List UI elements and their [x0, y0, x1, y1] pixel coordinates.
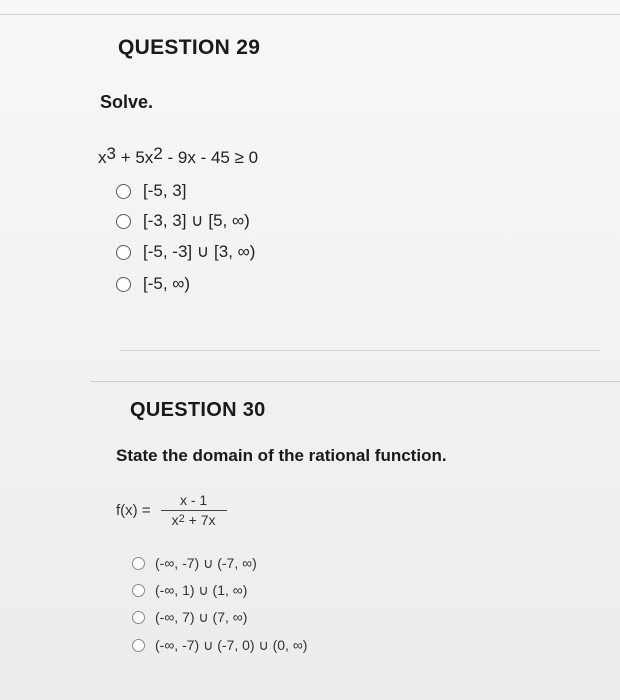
denominator-rest: + 7x: [184, 512, 216, 528]
option-label: [-5, ∞): [143, 274, 191, 293]
radio-button[interactable]: [132, 611, 145, 624]
inequality-expression: [98, 144, 259, 168]
top-divider: [0, 14, 620, 15]
function-lhs: f(x) =: [116, 501, 151, 519]
radio-button[interactable]: [132, 639, 145, 652]
radio-button[interactable]: [132, 557, 145, 570]
q29-option-3[interactable]: [116, 242, 255, 262]
q29-option-4[interactable]: [116, 274, 190, 294]
option-label: (-∞, -7) ∪ (-7, 0) ∪ (0, ∞): [155, 637, 308, 653]
option-label: [-3, 3] ∪ [5, ∞): [143, 211, 250, 230]
option-label: (-∞, -7) ∪ (-7, ∞): [155, 555, 257, 571]
option-label: (-∞, 1) ∪ (1, ∞): [155, 582, 248, 598]
q30-option-2[interactable]: [132, 582, 247, 599]
q30-option-1[interactable]: [132, 555, 257, 572]
question-divider-b: [90, 381, 620, 382]
radio-button[interactable]: [116, 245, 131, 260]
q30-option-4[interactable]: [132, 637, 307, 654]
question-30-prompt: State the domain of the rational function.: [116, 446, 447, 465]
question-divider-a: [120, 350, 600, 351]
q29-option-2[interactable]: [116, 211, 250, 231]
fraction: [161, 492, 227, 528]
expr-term-2: + 5x: [115, 148, 154, 167]
denominator-base: x: [171, 512, 179, 528]
rational-function: [116, 492, 227, 528]
question-29-title: QUESTION 29: [118, 36, 261, 59]
radio-button[interactable]: [116, 214, 131, 229]
radio-button[interactable]: [116, 277, 131, 292]
fraction-denominator: [172, 511, 216, 528]
question-29-prompt: Solve.: [100, 92, 154, 112]
radio-button[interactable]: [116, 184, 131, 199]
q29-option-1[interactable]: [116, 181, 186, 201]
radio-button[interactable]: [132, 584, 145, 597]
q30-option-3[interactable]: [132, 609, 247, 626]
expr-term-3: - 9x - 45 ≥ 0: [162, 148, 259, 167]
option-label: [-5, -3] ∪ [3, ∞): [143, 242, 256, 261]
fraction-numerator: x - 1: [179, 492, 208, 508]
expr-exponent-2: 2: [153, 144, 163, 163]
question-30-title: QUESTION 30: [130, 399, 266, 421]
option-label: (-∞, 7) ∪ (7, ∞): [155, 609, 248, 625]
expr-term-1: x: [98, 148, 107, 167]
expr-exponent-1: 3: [106, 144, 116, 163]
option-label: [-5, 3]: [143, 181, 187, 200]
denominator-exponent: 2: [178, 513, 185, 525]
